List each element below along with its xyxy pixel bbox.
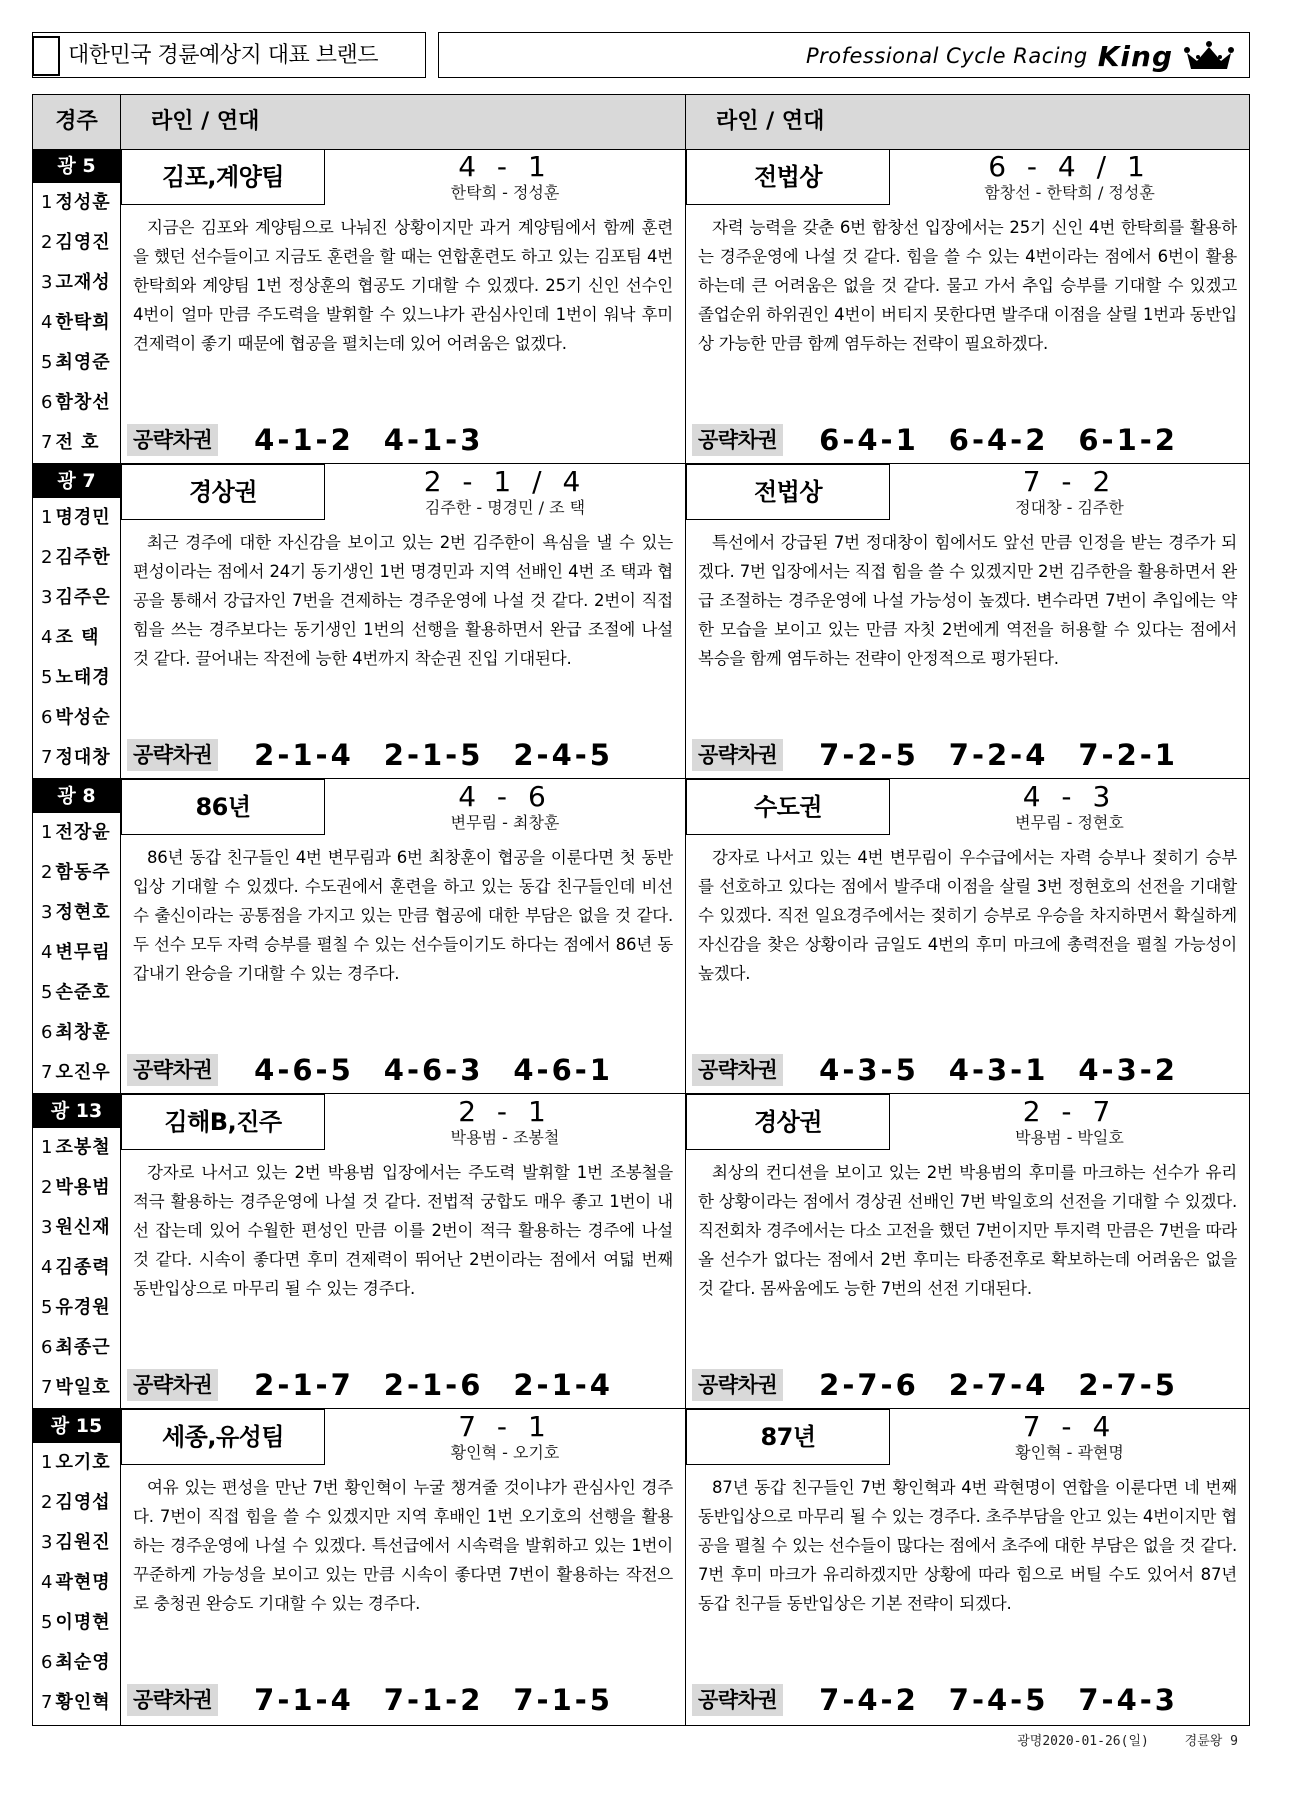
page-footer [1017, 1730, 1238, 1749]
bet-combination: 2-1-4 [254, 738, 354, 772]
rider-entry [33, 1013, 120, 1053]
bet-combination: 6-4-1 [819, 423, 919, 457]
prediction-names: 함창선 - 한탁희 / 정성훈 [984, 183, 1155, 202]
rider-entry [33, 698, 120, 738]
bet-label: 공략차권 [692, 739, 783, 771]
analysis-text: 강자로 나서고 있는 4번 변무림이 우수급에서는 자력 승부나 젖히기 승부를 선호하고 있다는 점에서 발주대 이점을 살릴 3번 정현호의 선전을 기대할 수 있겠다. 직전 일요경주에서는 젖히기 승부로 우승을 차지하면서 확실하게 자신감을 찾은 상황이라 금일도 4번의 후미 마크에 총력전을 펼칠 가능성이 높겠다. [698, 848, 1237, 983]
bet-combination: 7-2-5 [819, 738, 919, 772]
prediction [325, 151, 685, 203]
race-block [33, 464, 1249, 779]
prediction-order: 7 - 4 [1022, 1410, 1117, 1443]
analysis-text: 87년 동갑 친구들인 7번 황인혁과 4번 곽현명이 연합을 이룬다면 네 번째 동반입상으로 마무리 될 수 있는 경주다. 초주부담을 안고 있는 4번이지만 협공을 펼칠 수 있는 선수들이 많다는 점에서 초주에 대한 부담은 없을 것 같다. 7번 후미 마크가 유리하겠지만 상황에 따라 힘으로 버틸 수도 있어서 87년 동갑 친구들 동반입상은 기본 전략이 되겠다. [698, 1478, 1237, 1613]
rider-number: 7 [41, 1062, 54, 1083]
race-number-badge: 광 8 [33, 779, 120, 813]
rider-number: 7 [41, 1377, 54, 1398]
bet-row [692, 1053, 1178, 1087]
rider-name: 유경원 [55, 1297, 111, 1318]
col-line-left-header: 라인 / 연대 [151, 109, 260, 134]
prediction [890, 151, 1249, 203]
prediction-order: 7 - 1 [458, 1410, 552, 1443]
rider-entry [33, 1443, 120, 1483]
rider-name: 김영섭 [55, 1492, 111, 1513]
rider-entry [33, 1168, 120, 1208]
analysis-text: 강자로 나서고 있는 2번 박용범 입장에서는 주도력 발휘할 1번 조봉철을 적극 활용하는 경주운영에 나설 것 같다. 전법적 궁합도 매우 좋고 1번이 내선 잡는데 있어 수월한 편성인 만큼 이를 2번이 적극 활용하는 경주에 나설 것 같다. 시속이 좋다면 후미 견제력이 뛰어난 2번이라는 점에서 여덟 번째 동반입상으로 마무리 될 수 있는 경주다. [133, 1163, 673, 1298]
rider-name: 함동주 [55, 862, 111, 883]
analysis-text: 자력 능력을 갖춘 6번 함창선 입장에서는 25기 신인 4번 한탁희를 활용하는 경주운영에 나설 것 같다. 힘을 쓸 수 있는 4번이라는 점에서 6번이 활용하는데 큰 어려움은 없을 것 같다. 물고 가서 추입 승부를 기대할 수 있겠고 졸업순위 하위권인 4번이 버티지 못한다면 발주대 이점을 살릴 1번과 동반입상 가능한 만큼 함께 염두하는 전략이 필요하겠다. [698, 218, 1237, 353]
analysis-text: 여유 있는 편성을 만난 7번 황인혁이 누굴 챙겨줄 것이냐가 관심사인 경주다. 7번이 직접 힘을 쓸 수 있겠지만 지역 후배인 1번 오기호의 선행을 활용하는 경주운영에 나설 수 있겠다. 특선급에서 시속력을 발휘하고 있는 1번이 꾸준하게 가능성을 보이고 있는 만큼 시속이 좋다면 7번이 활용하는 작전으로 충청권 완승도 기대할 수 있는 경주다. [133, 1478, 673, 1613]
rider-number: 3 [41, 1217, 54, 1238]
line-panel-left [121, 1409, 685, 1723]
line-panel-left [121, 464, 685, 778]
line-name-box: 87년 [686, 1409, 890, 1465]
prediction-order: 2 - 7 [1022, 1095, 1117, 1128]
rider-name: 손준호 [55, 982, 111, 1003]
bet-label: 공략차권 [692, 1684, 783, 1716]
rider-name: 김영진 [55, 232, 111, 253]
rider-number: 1 [41, 1137, 54, 1158]
rider-number: 7 [41, 747, 54, 768]
rider-name: 김주은 [55, 587, 111, 608]
rider-name: 명경민 [55, 507, 111, 528]
line-panel-right [686, 779, 1249, 1093]
rider-number: 4 [41, 1257, 54, 1278]
rider-entry [33, 853, 120, 893]
prediction-order: 2 - 1 / 4 [423, 465, 587, 498]
race-block [33, 149, 1249, 464]
race-block [33, 1094, 1249, 1409]
prediction-order: 7 - 2 [1022, 465, 1117, 498]
line-panel-left [121, 779, 685, 1093]
bet-combination: 2-1-4 [513, 1368, 613, 1402]
bet-combination: 7-4-3 [1078, 1683, 1178, 1717]
rider-number: 5 [41, 1297, 54, 1318]
rider-name: 조봉철 [55, 1137, 111, 1158]
rider-number: 6 [41, 707, 54, 728]
header-square-mark [32, 36, 60, 76]
bet-combination: 7-4-2 [819, 1683, 919, 1717]
bet-row [127, 1368, 613, 1402]
prediction-order: 2 - 1 [458, 1095, 552, 1128]
bet-combination: 4-1-3 [383, 423, 484, 457]
bet-combination: 7-1-2 [383, 1683, 484, 1717]
bet-combination: 2-7-5 [1078, 1368, 1178, 1402]
race-number-badge: 광 13 [33, 1094, 120, 1128]
rider-number: 4 [41, 627, 54, 648]
bet-combination: 2-1-5 [383, 738, 484, 772]
header-tagline-frame [438, 32, 1250, 78]
prediction-names: 변무림 - 정현호 [1015, 813, 1124, 832]
rider-entry [33, 893, 120, 933]
rider-entry [33, 1208, 120, 1248]
rider-name: 조 택 [55, 627, 100, 648]
line-name-box: 전법상 [686, 149, 890, 205]
prediction [890, 466, 1249, 518]
rider-entry [33, 1288, 120, 1328]
bet-combination: 7-1-4 [254, 1683, 354, 1717]
rider-number: 2 [41, 1492, 54, 1513]
rider-entry [33, 813, 120, 853]
line-name-box: 김포,계양팀 [121, 149, 325, 205]
prediction-names: 변무림 - 최창훈 [450, 813, 560, 832]
prediction [890, 1096, 1249, 1148]
rider-name: 황인혁 [55, 1692, 111, 1713]
rider-entry [33, 1128, 120, 1168]
bet-row [127, 1053, 613, 1087]
race-block [33, 1409, 1249, 1724]
bet-label: 공략차권 [692, 1054, 783, 1086]
prediction-names: 황인혁 - 곽현명 [1015, 1443, 1124, 1462]
rider-entry [33, 658, 120, 698]
rider-name: 김원진 [55, 1532, 111, 1553]
bet-label: 공략차권 [692, 424, 783, 456]
rider-number: 6 [41, 1022, 54, 1043]
rider-entry [33, 618, 120, 658]
bet-combination: 2-1-7 [254, 1368, 354, 1402]
prediction [325, 781, 685, 833]
analysis-text: 특선에서 강급된 7번 정대창이 힘에서도 앞선 만큼 인정을 받는 경주가 되겠다. 7번 입장에서는 직접 힘을 쓸 수 있겠지만 2번 김주한을 활용하면서 완급 조절하는 경주운영에 나설 가능성이 높겠다. 변수라면 7번이 추입에는 약한 모습을 보이고 있는 만큼 자칫 2번에게 역전을 허용할 수 있다는 점에서 복승을 함께 염두하는 전략이 안정적으로 평가된다. [698, 533, 1237, 668]
rider-entry [33, 973, 120, 1013]
bet-combination: 2-4-5 [513, 738, 613, 772]
rider-number: 3 [41, 1532, 54, 1553]
rider-entry [33, 303, 120, 343]
rider-list [33, 1128, 120, 1408]
analysis-text: 86년 동갑 친구들인 4번 변무림과 6번 최창훈이 협공을 이룬다면 첫 동반입상 기대할 수 있겠다. 수도권에서 훈련을 하고 있는 동갑 친구들인데 비선수 출신이라는 공통점을 가지고 있는 만큼 협공에 대한 부담은 없을 것 같다. 두 선수 모두 자력 승부를 펼칠 수 있는 선수들이기도 하다는 점에서 86년 동갑내기 완승을 기대할 수 있는 경주다. [133, 848, 673, 983]
rider-name: 박일호 [55, 1377, 111, 1398]
header-brand-text: 대한민국 경륜예상지 대표 브랜드 [68, 43, 379, 68]
header-tagline: Professional Cycle Racing [805, 44, 1088, 68]
prediction-names: 박용범 - 조봉철 [450, 1128, 560, 1147]
rider-number: 3 [41, 587, 54, 608]
bet-label: 공략차권 [127, 739, 218, 771]
col-race-header: 경주 [55, 109, 98, 134]
rider-entry [33, 1563, 120, 1603]
bet-combination: 7-2-1 [1078, 738, 1178, 772]
race-number-badge: 광 7 [33, 464, 120, 498]
rider-number: 1 [41, 192, 54, 213]
bet-row [692, 1683, 1178, 1717]
prediction [325, 1096, 685, 1148]
prediction-order: 4 - 1 [458, 150, 552, 183]
line-panel-right [686, 1409, 1249, 1723]
rider-number: 2 [41, 1177, 54, 1198]
rider-number: 7 [41, 432, 54, 453]
rider-number: 5 [41, 982, 54, 1003]
bet-combination: 7-2-4 [948, 738, 1049, 772]
rider-name: 박용범 [55, 1177, 111, 1198]
bet-combination: 4-6-5 [254, 1053, 354, 1087]
rider-name: 박성순 [55, 707, 111, 728]
rider-name: 오기호 [55, 1452, 111, 1473]
bet-label: 공략차권 [127, 424, 218, 456]
bet-label: 공략차권 [692, 1369, 783, 1401]
bet-row [692, 423, 1178, 457]
rider-name: 정대창 [55, 747, 111, 768]
footer-page: 경륜왕 9 [1184, 1734, 1238, 1749]
rider-name: 고재성 [55, 272, 111, 293]
rider-number: 2 [41, 547, 54, 568]
rider-entry [33, 933, 120, 973]
rider-entry [33, 1643, 120, 1683]
rider-name: 최영준 [55, 352, 111, 373]
rider-entry [33, 578, 120, 618]
bet-row [127, 1683, 613, 1717]
footer-date: 광명2020-01-26(일) [1017, 1734, 1149, 1749]
prediction-order: 6 - 4 / 1 [988, 150, 1151, 183]
prediction-order: 4 - 6 [458, 780, 552, 813]
rider-number: 3 [41, 272, 54, 293]
table-header [33, 95, 1249, 150]
rider-name: 노태경 [55, 667, 111, 688]
rider-entry [33, 738, 120, 778]
rider-entry [33, 1483, 120, 1523]
rider-entry [33, 1603, 120, 1643]
bet-row [692, 1368, 1178, 1402]
rider-name: 함창선 [55, 392, 111, 413]
prediction [890, 781, 1249, 833]
rider-name: 정성훈 [55, 192, 111, 213]
line-name-box: 김해B,진주 [121, 1094, 325, 1150]
rider-entry [33, 1368, 120, 1408]
bet-label: 공략차권 [127, 1369, 218, 1401]
bet-combination: 7-1-5 [513, 1683, 613, 1717]
rider-entry [33, 1523, 120, 1563]
line-panel-left [121, 1094, 685, 1408]
bet-combination: 4-3-5 [819, 1053, 919, 1087]
rider-number: 1 [41, 1452, 54, 1473]
line-name-box: 경상권 [686, 1094, 890, 1150]
rider-number: 6 [41, 1337, 54, 1358]
rider-number: 1 [41, 822, 54, 843]
rider-name: 한탁희 [55, 312, 111, 333]
bet-combination: 4-6-3 [383, 1053, 484, 1087]
bet-combination: 6-1-2 [1078, 423, 1178, 457]
rider-entry [33, 498, 120, 538]
bet-row [127, 423, 483, 457]
rider-entry [33, 538, 120, 578]
analysis-text: 최근 경주에 대한 자신감을 보이고 있는 2번 김주한이 욕심을 낼 수 있는 편성이라는 점에서 24기 동기생인 1번 명경민과 지역 선배인 4번 조 택과 협공을 통해서 강급자인 7번을 견제하는 경주운영에 나설 것 같다. 2번이 직접 힘을 쓰는 경주보다는 동기생인 1번의 선행을 활용하면서 완급 조절에 나설 것 같다. 끌어내는 작전에 능한 4번까지 착순권 진입 기대된다. [133, 533, 673, 668]
bet-combination: 2-1-6 [383, 1368, 484, 1402]
rider-entry [33, 1053, 120, 1093]
race-number-badge: 광 15 [33, 1409, 120, 1443]
line-panel-left [121, 149, 685, 463]
prediction-names: 박용범 - 박일호 [1015, 1128, 1124, 1147]
rider-number: 5 [41, 667, 54, 688]
rider-name: 김종력 [55, 1257, 111, 1278]
rider-number: 5 [41, 1612, 54, 1633]
bet-combination: 4-6-1 [513, 1053, 613, 1087]
rider-name: 전 호 [55, 432, 100, 453]
rider-number: 6 [41, 392, 54, 413]
rider-entry [33, 263, 120, 303]
prediction [325, 1411, 685, 1463]
rider-entry [33, 1683, 120, 1723]
rider-entry [33, 223, 120, 263]
rider-entry [33, 383, 120, 423]
rider-number: 4 [41, 312, 54, 333]
col-line-right-header: 라인 / 연대 [716, 109, 825, 134]
rider-entry [33, 423, 120, 463]
rider-number: 7 [41, 1692, 54, 1713]
bet-combination: 4-3-1 [948, 1053, 1049, 1087]
bet-combination: 6-4-2 [948, 423, 1049, 457]
bet-combination: 2-7-4 [948, 1368, 1049, 1402]
prediction-names: 김주한 - 명경민 / 조 택 [424, 498, 586, 517]
rider-number: 2 [41, 862, 54, 883]
rider-list [33, 1443, 120, 1723]
rider-number: 4 [41, 942, 54, 963]
rider-entry [33, 1328, 120, 1368]
prediction-names: 황인혁 - 오기호 [450, 1443, 560, 1462]
rider-name: 김주한 [55, 547, 111, 568]
bet-label: 공략차권 [127, 1684, 218, 1716]
bet-combination: 2-7-6 [819, 1368, 919, 1402]
rider-list [33, 813, 120, 1093]
race-table [32, 94, 1250, 1726]
bet-combination: 7-4-5 [948, 1683, 1049, 1717]
rider-number: 3 [41, 902, 54, 923]
rider-entry [33, 183, 120, 223]
line-panel-right [686, 149, 1249, 463]
rider-name: 원신재 [55, 1217, 111, 1238]
line-panel-right [686, 1094, 1249, 1408]
rider-number: 2 [41, 232, 54, 253]
rider-name: 정현호 [55, 902, 111, 923]
rider-name: 최종근 [55, 1337, 111, 1358]
rider-name: 오진우 [55, 1062, 111, 1083]
prediction [325, 466, 685, 518]
rider-entry [33, 343, 120, 383]
rider-number: 6 [41, 1652, 54, 1673]
bet-combination: 4-3-2 [1078, 1053, 1178, 1087]
race-number-badge: 광 5 [33, 149, 120, 183]
line-name-box: 수도권 [686, 779, 890, 835]
prediction-order: 4 - 3 [1022, 780, 1117, 813]
header-king: King [1097, 39, 1173, 73]
prediction-names: 정대창 - 김주한 [1015, 498, 1124, 517]
bet-label: 공략차권 [127, 1054, 218, 1086]
line-name-box: 전법상 [686, 464, 890, 520]
rider-list [33, 498, 120, 778]
rider-name: 최순영 [55, 1652, 111, 1673]
rider-name: 전장윤 [55, 822, 111, 843]
prediction [890, 1411, 1249, 1463]
line-name-box: 86년 [121, 779, 325, 835]
line-name-box: 경상권 [121, 464, 325, 520]
rider-number: 5 [41, 352, 54, 373]
line-name-box: 세종,유성팀 [121, 1409, 325, 1465]
rider-name: 이명현 [55, 1612, 111, 1633]
rider-entry [33, 1248, 120, 1288]
rider-number: 4 [41, 1572, 54, 1593]
crown-icon [1183, 39, 1235, 73]
bet-combination: 4-1-2 [254, 423, 354, 457]
rider-name: 곽현명 [55, 1572, 111, 1593]
analysis-text: 최상의 컨디션을 보이고 있는 2번 박용범의 후미를 마크하는 선수가 유리한 상황이라는 점에서 경상권 선배인 7번 박일호의 선전을 기대할 수 있겠다. 직전회차 경주에서는 다소 고전을 했던 7번이지만 투지력 만큼은 7번을 따라올 선수가 없다는 점에서 2번 후미는 타종전후로 확보하는데 어려움은 없을 것 같다. 몸싸움에도 능한 7번의 선전 기대된다. [698, 1163, 1237, 1298]
rider-list [33, 183, 120, 463]
line-panel-right [686, 464, 1249, 778]
rider-name: 최창훈 [55, 1022, 111, 1043]
bet-row [692, 738, 1178, 772]
rider-number: 1 [41, 507, 54, 528]
rider-name: 변무림 [55, 942, 111, 963]
race-block [33, 779, 1249, 1094]
prediction-names: 한탁희 - 정성훈 [450, 183, 560, 202]
analysis-text: 지금은 김포와 계양팀으로 나눠진 상황이지만 과거 계양팀에서 함께 훈련을 했던 선수들이고 지금도 훈련을 할 때는 연합훈련도 하고 있는 김포팀 4번 한탁희와 계양팀 1번 정상훈의 협공도 기대할 수 있겠다. 25기 신인 선수인 4번이 얼마 만큼 주도력을 발휘할 수 있느냐가 관심사인데 1번이 워낙 후미 견제력이 좋기 때문에 협공을 펼치는데 있어 어려움은 없겠다. [133, 218, 673, 353]
bet-row [127, 738, 613, 772]
